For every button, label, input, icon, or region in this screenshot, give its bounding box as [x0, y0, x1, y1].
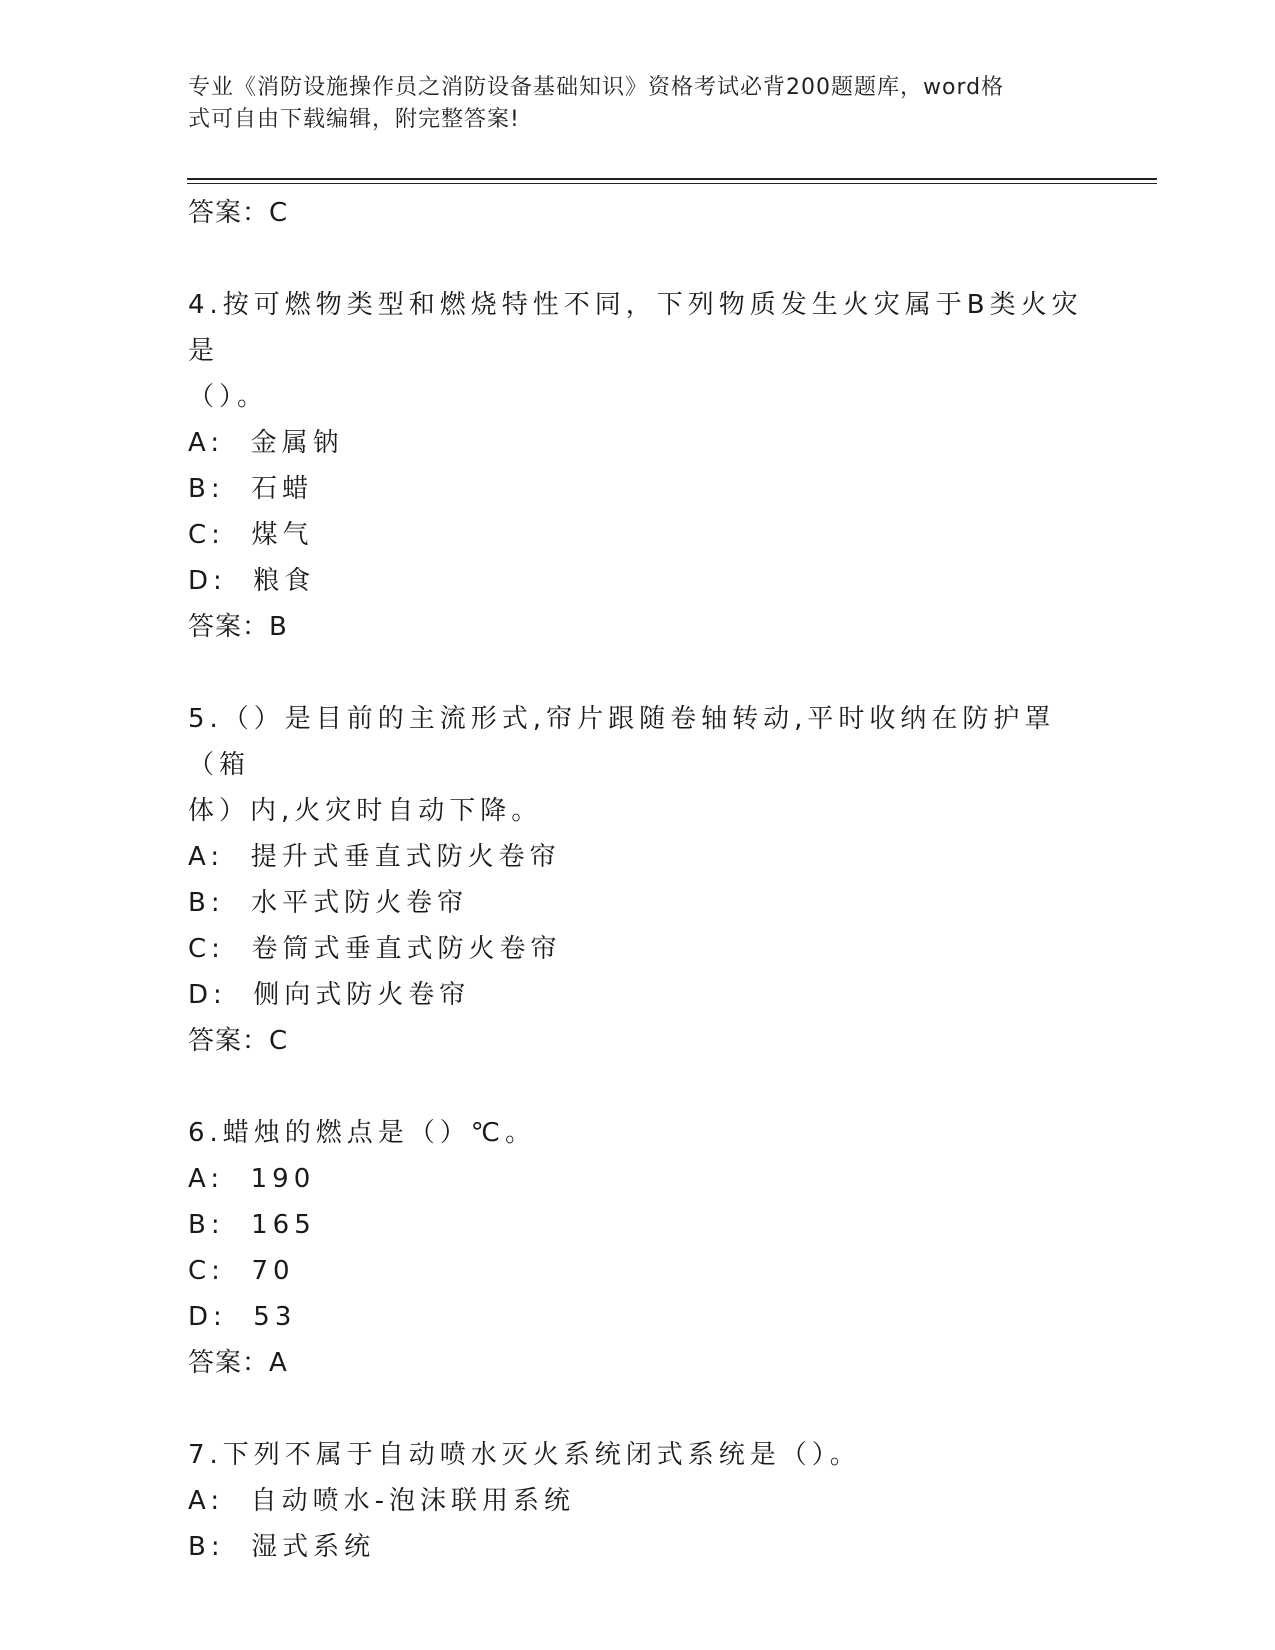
- question-5: [188, 696, 1088, 1064]
- question-5-text-line-2: 体）内,火灾时自动下降。: [188, 796, 543, 826]
- question-6-answer: 答案：A: [188, 1348, 288, 1378]
- header-line-1: 专业《消防设施操作员之消防设备基础知识》资格考试必背200题题库，word格: [188, 75, 1005, 100]
- question-4-text-line-1: 4.按可燃物类型和燃烧特性不同，下列物质发生火灾属于B类火灾是: [188, 290, 1083, 366]
- question-7-option-a: A: 自动喷水-泡沫联用系统: [188, 1486, 576, 1516]
- question-4-text-line-2: （）。: [188, 382, 269, 412]
- question-6-option-c: C: 70: [188, 1256, 295, 1286]
- question-list: [188, 190, 1088, 1570]
- question-4: [188, 282, 1088, 650]
- question-4-option-b: B: 石蜡: [188, 474, 314, 504]
- question-4-answer: 答案：B: [188, 612, 288, 642]
- question-5-option-b: B: 水平式防火卷帘: [188, 888, 469, 918]
- question-4-option-c: C: 煤气: [188, 520, 314, 550]
- question-6-option-b: B: 165: [188, 1210, 316, 1240]
- header-divider-thick: [187, 178, 1157, 180]
- question-6: [188, 1110, 1088, 1386]
- question-5-option-a: A: 提升式垂直式防火卷帘: [188, 842, 561, 872]
- answer-previous: 答案：C: [188, 198, 289, 228]
- question-7-option-b: B: 湿式系统: [188, 1532, 376, 1562]
- document-header: [188, 72, 1068, 136]
- header-line-2: 式可自由下载编辑，附完整答案!: [188, 107, 520, 132]
- question-6-text: 6.蜡烛的燃点是（）℃。: [188, 1118, 537, 1148]
- question-5-option-c: C: 卷筒式垂直式防火卷帘: [188, 934, 562, 964]
- question-6-option-a: A: 190: [188, 1164, 316, 1194]
- header-divider-thin: [187, 183, 1157, 184]
- question-5-answer: 答案：C: [188, 1026, 289, 1056]
- question-6-option-d: D: 53: [188, 1302, 297, 1332]
- question-5-text-line-1: 5.（）是目前的主流形式,帘片跟随卷轴转动,平时收纳在防护罩（箱: [188, 704, 1056, 780]
- question-4-option-d: D: 粮食: [188, 566, 316, 596]
- question-4-option-a: A: 金属钠: [188, 428, 344, 458]
- question-7: [188, 1432, 1088, 1570]
- question-5-option-d: D: 侧向式防火卷帘: [188, 980, 471, 1010]
- question-7-text: 7.下列不属于自动喷水灭火系统闭式系统是（）。: [188, 1440, 861, 1470]
